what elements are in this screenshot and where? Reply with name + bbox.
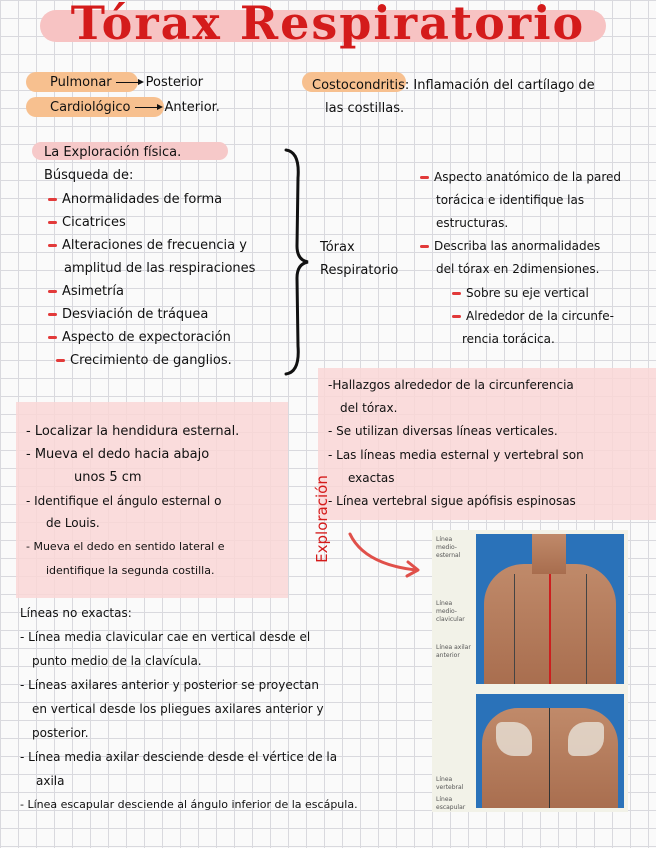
exploracion-side-label: Exploración bbox=[313, 475, 331, 563]
localizar-line: identifique la segunda costilla. bbox=[46, 564, 215, 577]
chest-front-photo bbox=[476, 534, 624, 684]
lineas-line: - Línea media clavicular cae en vertical desde el bbox=[20, 630, 311, 644]
lineas-line: en vertical desde los pliegues axilares anterior y bbox=[32, 702, 324, 716]
localizar-line: - Localizar la hendidura esternal. bbox=[26, 424, 240, 439]
hallazgos-line: - Se utilizan diversas líneas verticales. bbox=[328, 424, 558, 438]
exploracion-item: Cicatrices bbox=[48, 211, 126, 234]
lineas-line: punto medio de la clavícula. bbox=[32, 654, 202, 668]
photo-label: Línea escapular bbox=[436, 796, 466, 811]
pulmonar-target: Posterior bbox=[145, 75, 204, 90]
lineas-line: axila bbox=[36, 774, 65, 788]
cardiologico-label: Cardiológico bbox=[50, 100, 131, 115]
pulmonar-label: Pulmonar bbox=[50, 75, 112, 90]
photo-label: Línea medio-clavicular bbox=[436, 600, 465, 623]
exploracion-item: Alteraciones de frecuencia y bbox=[48, 234, 247, 257]
brace-label-2: Respiratorio bbox=[320, 263, 399, 278]
arrow-right-icon bbox=[135, 107, 161, 108]
right-item: Alrededor de la circunfe- bbox=[452, 305, 614, 327]
photo-label: Línea medio-esternal bbox=[436, 536, 461, 559]
exploracion-item: Aspecto de expectoración bbox=[48, 326, 231, 349]
costo-line1 bbox=[312, 74, 595, 97]
localizar-line: - Identifique el ángulo esternal o bbox=[26, 494, 222, 508]
exploracion-sub: Búsqueda de: bbox=[44, 168, 134, 183]
right-item: del tórax en 2dimensiones. bbox=[436, 262, 600, 276]
localizar-line: unos 5 cm bbox=[74, 470, 142, 485]
brace-icon bbox=[282, 148, 310, 376]
localizar-line: - Mueva el dedo hacia abajo bbox=[26, 447, 210, 462]
right-item: Sobre su eje vertical bbox=[452, 282, 589, 304]
right-item: torácica e identifique las bbox=[436, 193, 585, 207]
localizar-line: de Louis. bbox=[46, 516, 100, 530]
exploracion-item: Asimetría bbox=[48, 280, 124, 303]
curved-arrow-icon bbox=[344, 528, 426, 578]
lineas-line: - Línea escapular desciende al ángulo inferior de la escápula. bbox=[20, 798, 358, 811]
cardiologico-target: Anterior. bbox=[164, 100, 220, 115]
pulmonar-row bbox=[50, 71, 203, 94]
lineas-line: - Líneas axilares anterior y posterior se proyectan bbox=[20, 678, 319, 692]
hallazgos-line: -Hallazgos alrededor de la circunferencia bbox=[328, 378, 574, 392]
right-item: rencia torácica. bbox=[462, 332, 555, 346]
lineas-heading: Líneas no exactas: bbox=[20, 606, 132, 620]
exploracion-item: amplitud de las respiraciones bbox=[64, 261, 256, 276]
exploracion-item: Anormalidades de forma bbox=[48, 188, 222, 211]
brace-label-1: Tórax bbox=[320, 240, 355, 255]
arrow-right-icon bbox=[116, 82, 142, 83]
costo-text2: las costillas. bbox=[325, 101, 405, 116]
hallazgos-line: - Línea vertebral sigue apófisis espinosas bbox=[328, 494, 576, 508]
costo-text1: Inflamación del cartílago de bbox=[413, 78, 595, 93]
lineas-line: posterior. bbox=[32, 726, 89, 740]
hallazgos-line: exactas bbox=[348, 471, 395, 485]
page-title: Tórax Respiratorio bbox=[70, 0, 586, 50]
right-item: estructuras. bbox=[436, 216, 509, 230]
photo-label: Línea axilar anterior bbox=[436, 644, 471, 659]
exploracion-item: Desviación de tráquea bbox=[48, 303, 208, 326]
exploracion-item: Crecimiento de ganglios. bbox=[56, 349, 232, 372]
back-photo bbox=[476, 694, 624, 808]
cardiologico-row bbox=[50, 96, 220, 119]
right-item: Aspecto anatómico de la pared bbox=[420, 166, 621, 188]
exploracion-heading: La Exploración física. bbox=[44, 145, 182, 160]
localizar-line: - Mueva el dedo en sentido lateral e bbox=[26, 540, 225, 553]
costo-label: Costocondritis: bbox=[312, 78, 410, 93]
hallazgos-line: - Las líneas media esternal y vertebral son bbox=[328, 448, 584, 462]
lineas-line: - Línea media axilar desciende desde el vértice de la bbox=[20, 750, 338, 764]
photo-label: Línea vertebral bbox=[436, 776, 464, 791]
hallazgos-line: del tórax. bbox=[340, 401, 398, 415]
right-item: Describa las anormalidades bbox=[420, 235, 600, 257]
